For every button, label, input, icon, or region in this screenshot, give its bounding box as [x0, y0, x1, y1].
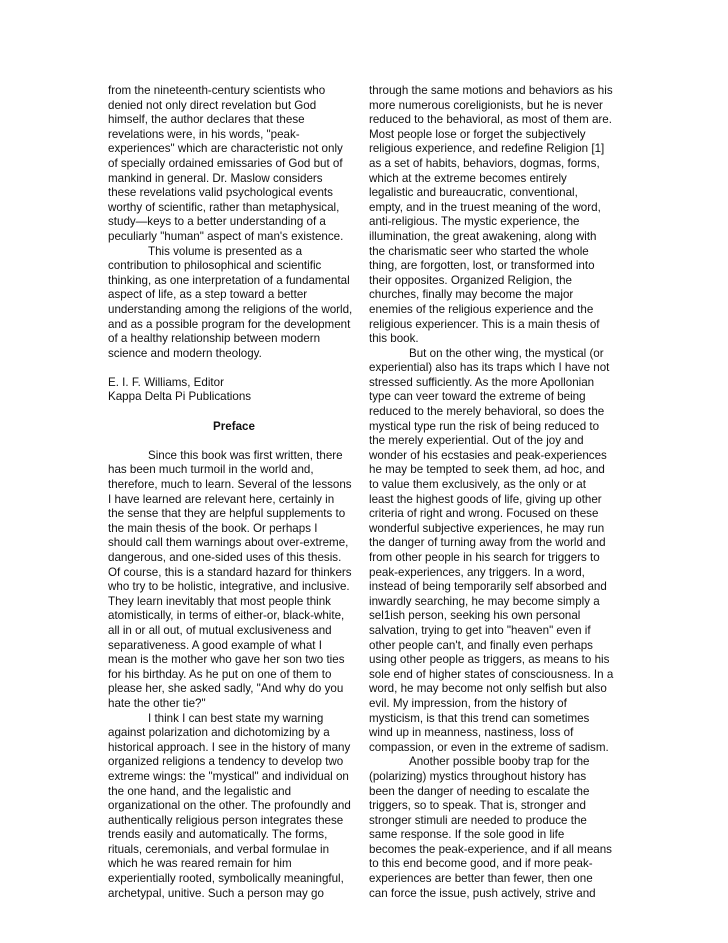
text-line: authentically religious person integrates these	[108, 813, 344, 827]
text-line: he may be tempted to seek them, ad hoc, and	[369, 463, 605, 477]
text-line: wonderful subjective experiences, he may run	[369, 521, 605, 535]
text-line: organizational on the other. The profoundly and	[108, 799, 351, 813]
text-line: rituals, ceremonials, and verbal formulae in	[108, 842, 330, 856]
volume-paragraph	[108, 245, 360, 362]
text-line: evil. My impression, from the history of	[369, 696, 567, 710]
text-line: denied not only direct revelation but God	[108, 98, 317, 112]
text-line: peak-experiences, any triggers. In a word,	[369, 565, 585, 579]
editor-signature	[108, 376, 360, 405]
text-line: worthy of scientific, rather than metaphysical,	[108, 200, 340, 214]
text-line: dangerous, and one-sided uses of this thesis.	[108, 551, 342, 564]
publisher-name: Kappa Delta Pi Publications	[108, 390, 252, 404]
text-line: the one hand, and the legalistic and	[108, 784, 292, 798]
booby-trap-paragraph	[369, 755, 625, 901]
text-line: criteria of right and wrong. Focused on these	[369, 507, 599, 521]
text-line: archetypal, unitive. Such a person may go	[108, 886, 324, 900]
text-line: mysticism, is that this trend can sometimes	[369, 711, 590, 725]
text-line: using other people as triggers, as means to his	[369, 653, 610, 667]
text-line: from the nineteenth-century scientists who	[108, 84, 326, 97]
other-wing-paragraph	[369, 347, 625, 756]
text-line: other people can't, and finally even perhaps	[369, 638, 593, 652]
text-line: This volume is presented as a	[148, 244, 303, 258]
text-line: mankind in general. Dr. Maslow considers	[108, 171, 323, 185]
spacer	[108, 434, 360, 449]
text-line: the danger of turning away from the world and	[369, 536, 606, 550]
text-line: But on the other wing, the mystical (or	[409, 346, 604, 360]
text-line: I have learned are relevant here, certainly in	[108, 492, 335, 506]
spacer	[108, 361, 360, 376]
text-line: through the same motions and behaviors as his	[369, 84, 613, 97]
text-line: please her, she asked sadly, "And why do you	[108, 682, 344, 696]
text-line: who try to be holistic, integrative, and inclusive.	[108, 580, 350, 594]
text-line: should call them warnings about over-extreme,	[108, 536, 349, 550]
text-line: more numerous coreligionists, but he is never	[369, 98, 603, 112]
text-line: becomes the peak-experience, and if all means	[369, 842, 612, 856]
text-line: stronger stimuli are needed to produce the	[369, 813, 587, 827]
text-line: mystical type run the risk of being reduced to	[369, 419, 600, 433]
text-line: religious experiencer. This is a main thesis of	[369, 317, 600, 331]
text-line: (polarizing) mystics throughout history has	[369, 769, 587, 783]
text-line: anti-religious. The mystic experience, the	[369, 215, 580, 229]
text-line: stressed sufficiently. As the more Apollonian	[369, 375, 595, 389]
text-line: been the danger of needing to escalate the	[369, 784, 590, 798]
text-line: same response. If the sole good in life	[369, 828, 565, 842]
text-line: salvation, trying to get into "heaven" even if	[369, 623, 591, 637]
text-line: atomistically, in terms of either-or, black-white,	[108, 609, 345, 623]
text-line: aspect of life, as a step toward a better	[108, 288, 308, 302]
text-line: wonder of his ecstasies and peak-experiences	[369, 448, 607, 462]
text-line: instead of being temporarily self absorbed and	[369, 580, 607, 594]
text-line: separativeness. A good example of what I	[108, 638, 322, 652]
text-line: Most people lose or forget the subjectively	[369, 127, 586, 141]
text-line: understanding among the religions of the world,	[108, 302, 353, 316]
text-line: They learn inevitably that most people think	[108, 594, 331, 608]
text-line: reduced to the behavioral, as most of them are.	[369, 113, 612, 127]
text-line: Another possible booby trap for the	[409, 755, 590, 769]
text-line: of specially ordained emissaries of God but of	[108, 156, 343, 170]
spacer	[108, 405, 360, 420]
text-line: revelations were, in his words, "peak-	[108, 127, 300, 141]
text-line: as a set of habits, behaviors, dogmas, forms,	[369, 156, 600, 170]
text-line: of a healthy relationship between modern	[108, 332, 321, 346]
text-line: for his birthday. As he put on one of them to	[108, 667, 332, 681]
text-line: experiences" which are characteristic not only	[108, 142, 343, 156]
text-line: sole end of higher states of consciousness. In a	[369, 667, 614, 681]
text-line: to value them exclusively, as the only or at	[369, 478, 586, 492]
text-line: their opposites. Organized Religion, the	[369, 273, 573, 287]
text-line: type can veer toward the extreme of being	[369, 390, 586, 404]
text-line: least the highest goods of life, giving up other	[369, 492, 602, 506]
text-line: experiential) also has its traps which I have not	[369, 361, 610, 375]
text-line: I think I can best state my warning	[148, 711, 324, 725]
text-line: reduced to the merely behavioral, so does the	[369, 405, 605, 419]
text-line: the sense that they are helpful supplements to	[108, 507, 346, 521]
text-line: to this end become good, and if more peak-	[369, 857, 593, 871]
text-line: which he was reared remain for him	[108, 857, 292, 871]
text-line: experientially rooted, symbolically meaningful,	[108, 872, 344, 886]
text-line: this book.	[369, 332, 419, 346]
preface-paragraph	[108, 449, 360, 712]
text-line: science and modern theology.	[108, 346, 262, 360]
text-line: enemies of the religious experience and the	[369, 302, 594, 316]
text-line: the charismatic seer who started the whole	[369, 244, 589, 258]
text-line: experiences are better than fewer, then one	[369, 872, 593, 886]
text-line: churches, finally may become the major	[369, 288, 574, 302]
text-line: legalistic and bureaucratic, conventional,	[369, 186, 578, 200]
text-line: religious experience, and redefine Religion [1]	[369, 142, 605, 156]
text-line: empty, and in the truest meaning of the word,	[369, 200, 601, 214]
text-line: sel1ish person, seeking his own personal	[369, 609, 581, 623]
text-line: Since this book was first written, there	[148, 448, 343, 462]
text-line: trends easily and automatically. The forms,	[108, 828, 328, 842]
text-line: the merely experiential. Out of the joy and	[369, 434, 584, 448]
left-column	[108, 84, 360, 901]
text-line: has been much turmoil in the world and,	[108, 463, 314, 477]
text-line: against polarization and dichotomizing by a	[108, 726, 330, 740]
text-line: triggers, so to speak. That is, stronger and	[369, 799, 586, 813]
preface-heading: Preface	[213, 419, 255, 433]
intro-paragraph	[108, 84, 360, 245]
text-line: the main thesis of the book. Or perhaps I	[108, 521, 318, 535]
text-line: extreme wings: the "mystical" and individual on	[108, 769, 349, 783]
text-line: and as a possible program for the development	[108, 317, 351, 331]
text-line: these revelations valid psychological events	[108, 186, 333, 200]
warning-paragraph	[108, 712, 360, 902]
text-line: historical approach. I see in the history of many	[108, 740, 351, 754]
text-line: organized religions a tendency to develop two	[108, 755, 344, 769]
text-line: from other people in his search for triggers to	[369, 551, 600, 564]
text-line: study—keys to a better understanding of a	[108, 215, 326, 229]
text-line: wind up in meanness, nastiness, loss of	[369, 726, 574, 740]
text-line: thinking, as one interpretation of a fundamental	[108, 273, 350, 287]
text-line: illumination, the great awakening, along with	[369, 229, 597, 243]
text-line: word, he may become not only selfish but also	[369, 682, 607, 696]
text-line: mean is the mother who gave her son two ties	[108, 653, 345, 667]
text-line: all in or all out, of mutual exclusiveness and	[108, 623, 332, 637]
text-line: can force the issue, push actively, strive and	[369, 886, 596, 900]
text-line: therefore, much to learn. Several of the lessons	[108, 478, 352, 492]
text-line: contribution to philosophical and scientific	[108, 259, 322, 273]
text-line: Of course, this is a standard hazard for thinkers	[108, 565, 352, 579]
right-column	[369, 84, 625, 901]
continuation-paragraph	[369, 84, 625, 347]
text-line: which at the extreme becomes entirely	[369, 171, 567, 185]
text-line: thing, are forgotten, lost, or transformed into	[369, 259, 595, 273]
text-line: hate the other tie?"	[108, 696, 206, 710]
text-line: compassion, or even in the extreme of sadism.	[369, 740, 609, 754]
editor-name: E. I. F. Williams, Editor	[108, 375, 224, 389]
text-line: himself, the author declares that these	[108, 113, 305, 127]
text-line: peculiarly "human" aspect of man's existence.	[108, 229, 344, 243]
text-line: inwardly searching, he may become simply a	[369, 594, 600, 608]
